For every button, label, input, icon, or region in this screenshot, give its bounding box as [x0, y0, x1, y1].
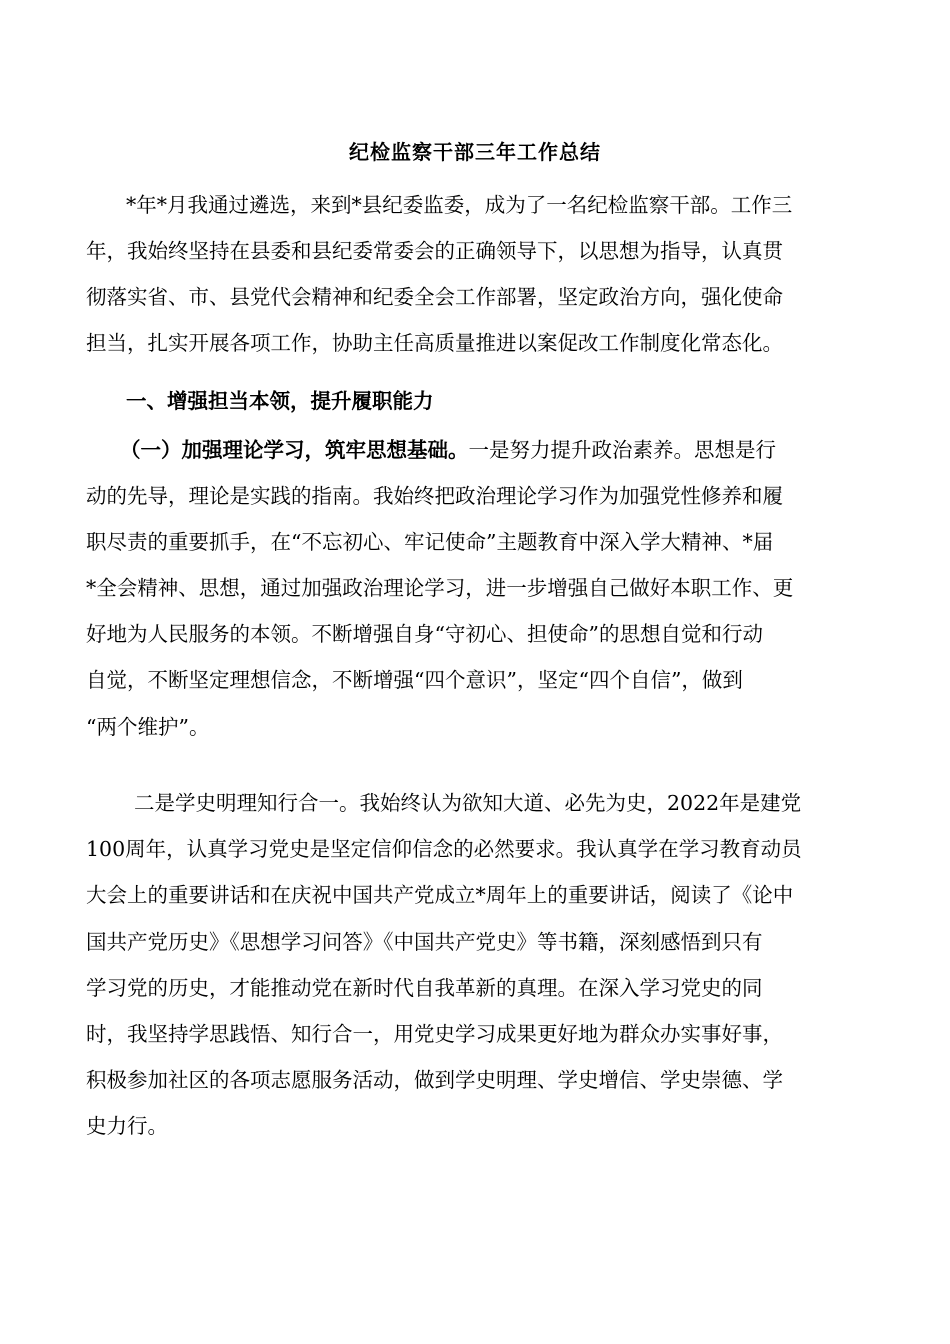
- body-line: 二是学史明理知行合一。我始终认为欲知大道、必先为史，2022年是建党: [134, 791, 802, 815]
- body-line: 学习党的历史，才能推动党在新时代自我革新的真理。在深入学习党史的同: [86, 976, 763, 1000]
- body-line: 自觉，不断坚定理想信念，不断增强“四个意识”，坚定“四个自信”，做到: [86, 668, 743, 692]
- subsection-line: （一）加强理论学习，筑牢思想基础。一是努力提升政治素养。思想是行: [120, 438, 776, 462]
- body-line: 100周年，认真学习党史是坚定信仰信念的必然要求。我认真学在学习教育动员: [86, 837, 802, 861]
- body-line: 积极参加社区的各项志愿服务活动，做到学史明理、学史增信、学史崇德、学: [86, 1068, 783, 1092]
- section-heading: [126, 383, 434, 419]
- body-line: 动的先导，理论是实践的指南。我始终把政治理论学习作为加强党性修养和履: [86, 484, 783, 508]
- body-line: 时，我坚持学思践悟、知行合一，用党史学习成果更好地为群众办实事好事，: [86, 1022, 783, 1046]
- body-line: “两个维护”。: [86, 715, 210, 739]
- document-title: 纪检监察干部三年工作总结: [349, 140, 601, 164]
- body-line: 职尽责的重要抓手，在“不忘初心、牢记使命”主题教育中深入学大精神、*届: [86, 530, 774, 554]
- body-line: 国共产党历史》《思想学习问答》《中国共产党史》等书籍，深刻感悟到只有: [86, 930, 763, 954]
- body-line: 彻落实省、市、县党代会精神和纪委全会工作部署，坚定政治方向，强化使命: [86, 285, 783, 309]
- body-line: *全会精神、思想，通过加强政治理论学习，进一步增强自己做好本职工作、更: [86, 576, 794, 600]
- subsection-heading: （一）加强理论学习，筑牢思想基础。: [120, 438, 469, 462]
- body-line: *年*月我通过遴选，来到*县纪委监委，成为了一名纪检监察干部。工作三: [126, 193, 793, 217]
- body-line: 史力行。: [86, 1114, 168, 1138]
- body-line: 大会上的重要讲话和在庆祝中国共产党成立*周年上的重要讲话，阅读了《论中: [86, 883, 794, 907]
- body-line: 担当，扎实开展各项工作，协助主任高质量推进以案促改工作制度化常态化。: [86, 331, 783, 355]
- body-line: 年，我始终坚持在县委和县纪委常委会的正确领导下，以思想为指导，认真贯: [86, 239, 783, 263]
- body-line: 好地为人民服务的本领。不断增强自身“守初心、担使命”的思想自觉和行动: [86, 622, 763, 646]
- section-heading-text: 一、增强担当本领，提升履职能力: [126, 389, 434, 413]
